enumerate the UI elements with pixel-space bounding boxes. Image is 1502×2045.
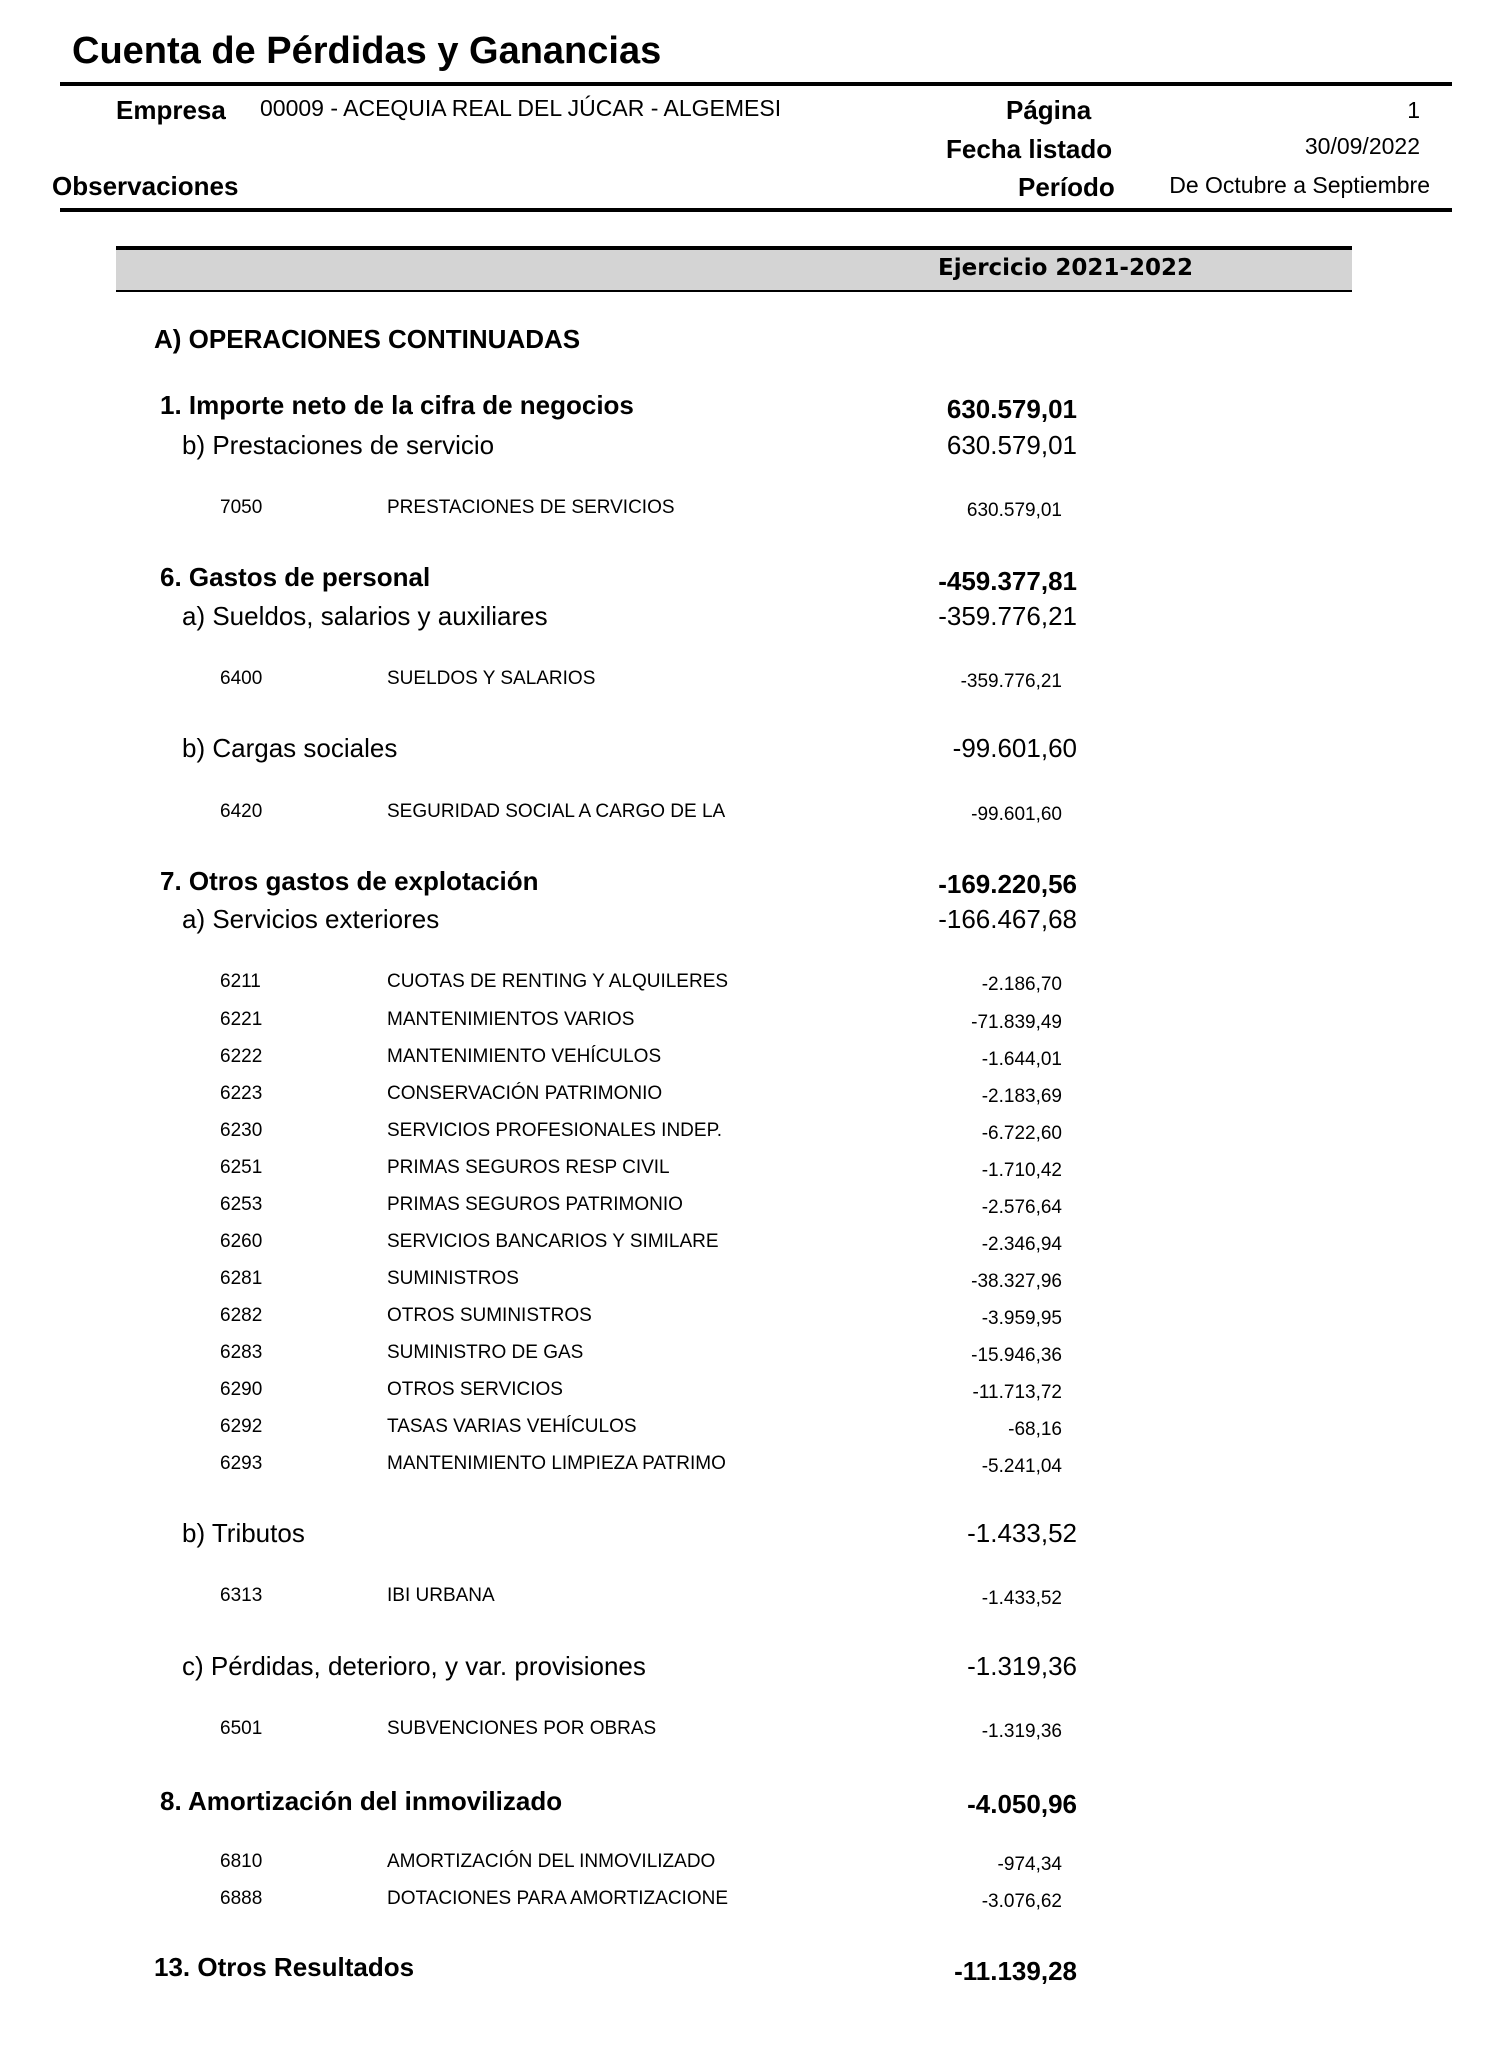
group-title: 7. Otros gastos de explotación — [160, 866, 539, 896]
account-name: IBI URBANA — [387, 1585, 495, 1606]
account-amount: -3.959,95 — [981, 1308, 1062, 1329]
group-amount: -4.050,96 — [967, 1789, 1077, 1819]
group-amount: -459.377,81 — [938, 566, 1077, 596]
account-code: 6293 — [220, 1453, 263, 1474]
account-amount: -68,16 — [1008, 1419, 1062, 1440]
account-name: PRIMAS SEGUROS PATRIMONIO — [387, 1194, 683, 1215]
subgroup-amount: -166.467,68 — [938, 904, 1077, 934]
account-amount: -974,34 — [997, 1854, 1062, 1875]
account-code: 6501 — [220, 1718, 263, 1739]
account-name: SUBVENCIONES POR OBRAS — [387, 1718, 657, 1739]
account-code: 6810 — [220, 1851, 263, 1872]
account-amount: -38.327,96 — [971, 1271, 1062, 1292]
pagina-value: 1 — [1407, 97, 1420, 123]
account-code: 6282 — [220, 1305, 263, 1326]
account-name: MANTENIMIENTO VEHÍCULOS — [387, 1046, 662, 1067]
account-name: SUELDOS Y SALARIOS — [387, 668, 596, 689]
account-code: 6281 — [220, 1268, 263, 1289]
group-title: 8. Amortización del inmovilizado — [160, 1786, 563, 1816]
account-code: 6221 — [220, 1009, 263, 1030]
empresa-value: 00009 - ACEQUIA REAL DEL JÚCAR - ALGEMESI — [260, 95, 782, 121]
subgroup-title: c) Pérdidas, deterioro, y var. provisiones — [182, 1651, 646, 1681]
account-amount: -71.839,49 — [971, 1012, 1062, 1033]
account-amount: -11.713,72 — [972, 1382, 1062, 1403]
subgroup-amount: -99.601,60 — [952, 733, 1077, 763]
account-code: 6230 — [220, 1120, 263, 1141]
account-amount: -15.946,36 — [971, 1345, 1062, 1366]
column-header: Ejercicio 2021-2022 — [938, 255, 1193, 281]
subgroup-amount: -1.433,52 — [967, 1518, 1077, 1548]
pagina-label: Página — [1006, 95, 1092, 125]
account-name: TASAS VARIAS VEHÍCULOS — [387, 1416, 637, 1437]
account-name: PRIMAS SEGUROS RESP CIVIL — [387, 1157, 670, 1178]
account-code: 7050 — [220, 497, 263, 518]
account-amount: -99.601,60 — [971, 804, 1062, 825]
group-amount: -11.139,28 — [954, 1956, 1077, 1986]
subgroup-title: a) Servicios exteriores — [182, 904, 440, 934]
group-amount: 630.579,01 — [946, 394, 1077, 424]
fecha-value: 30/09/2022 — [1304, 133, 1420, 159]
subgroup-title: b) Prestaciones de servicio — [182, 430, 495, 460]
account-code: 6292 — [220, 1416, 263, 1437]
account-amount: -5.241,04 — [981, 1456, 1062, 1477]
account-code: 6253 — [220, 1194, 263, 1215]
account-name: OTROS SERVICIOS — [387, 1379, 563, 1400]
account-name: CUOTAS DE RENTING Y ALQUILERES — [387, 971, 729, 992]
section-title: A) OPERACIONES CONTINUADAS — [154, 324, 581, 354]
account-name: AMORTIZACIÓN DEL INMOVILIZADO — [387, 1851, 716, 1872]
account-amount: -1.433,52 — [981, 1588, 1062, 1609]
header-top-rule — [60, 82, 1452, 86]
subgroup-title: b) Cargas sociales — [182, 733, 398, 763]
subgroup-amount: 630.579,01 — [946, 430, 1077, 460]
account-amount: -1.710,42 — [981, 1160, 1062, 1181]
observaciones-label: Observaciones — [52, 171, 239, 201]
group-amount: -169.220,56 — [938, 869, 1077, 899]
account-amount: -1.644,01 — [981, 1049, 1062, 1070]
subgroup-title: a) Sueldos, salarios y auxiliares — [182, 601, 548, 631]
account-code: 6251 — [220, 1157, 263, 1178]
account-code: 6420 — [220, 801, 263, 822]
account-amount: -6.722,60 — [981, 1123, 1062, 1144]
fecha-label: Fecha listado — [946, 134, 1113, 164]
account-amount: -2.346,94 — [981, 1234, 1062, 1255]
account-name: SUMINISTROS — [387, 1268, 519, 1289]
account-amount: -2.183,69 — [981, 1086, 1062, 1107]
account-code: 6283 — [220, 1342, 263, 1363]
account-code: 6223 — [220, 1083, 263, 1104]
account-amount: 630.579,01 — [966, 500, 1062, 521]
group-title: 6. Gastos de personal — [160, 562, 431, 592]
group-title: 1. Importe neto de la cifra de negocios — [160, 390, 634, 420]
report-title: Cuenta de Pérdidas y Ganancias — [72, 30, 662, 72]
account-name: OTROS SUMINISTROS — [387, 1305, 592, 1326]
account-name: PRESTACIONES DE SERVICIOS — [387, 497, 675, 518]
periodo-value: De Octubre a Septiembre — [1169, 172, 1430, 198]
account-code: 6400 — [220, 668, 263, 689]
account-name: CONSERVACIÓN PATRIMONIO — [387, 1083, 663, 1104]
account-amount: -3.076,62 — [981, 1891, 1062, 1912]
periodo-label: Período — [1018, 172, 1115, 202]
account-name: SERVICIOS BANCARIOS Y SIMILARE — [387, 1231, 719, 1252]
account-code: 6211 — [220, 971, 261, 992]
account-amount: -359.776,21 — [960, 671, 1062, 692]
account-code: 6290 — [220, 1379, 263, 1400]
account-name: DOTACIONES PARA AMORTIZACIONE — [387, 1888, 728, 1909]
account-code: 6222 — [220, 1046, 263, 1067]
account-name: MANTENIMIENTO LIMPIEZA PATRIMO — [387, 1453, 726, 1474]
account-name: SERVICIOS PROFESIONALES INDEP. — [387, 1120, 723, 1141]
empresa-label: Empresa — [116, 95, 226, 125]
account-amount: -2.576,64 — [981, 1197, 1062, 1218]
account-name: SEGURIDAD SOCIAL A CARGO DE LA — [387, 801, 726, 822]
account-code: 6313 — [220, 1585, 263, 1606]
subgroup-amount: -1.319,36 — [967, 1651, 1077, 1681]
account-code: 6260 — [220, 1231, 263, 1252]
account-code: 6888 — [220, 1888, 263, 1909]
column-header-band — [116, 246, 1352, 292]
group-title: 13. Otros Resultados — [154, 1952, 415, 1982]
account-name: MANTENIMIENTOS VARIOS — [387, 1009, 635, 1030]
account-name: SUMINISTRO DE GAS — [387, 1342, 584, 1363]
account-amount: -1.319,36 — [981, 1721, 1062, 1742]
header-bottom-rule — [60, 208, 1452, 212]
subgroup-amount: -359.776,21 — [938, 601, 1077, 631]
subgroup-title: b) Tributos — [182, 1518, 305, 1548]
account-amount: -2.186,70 — [981, 974, 1062, 995]
